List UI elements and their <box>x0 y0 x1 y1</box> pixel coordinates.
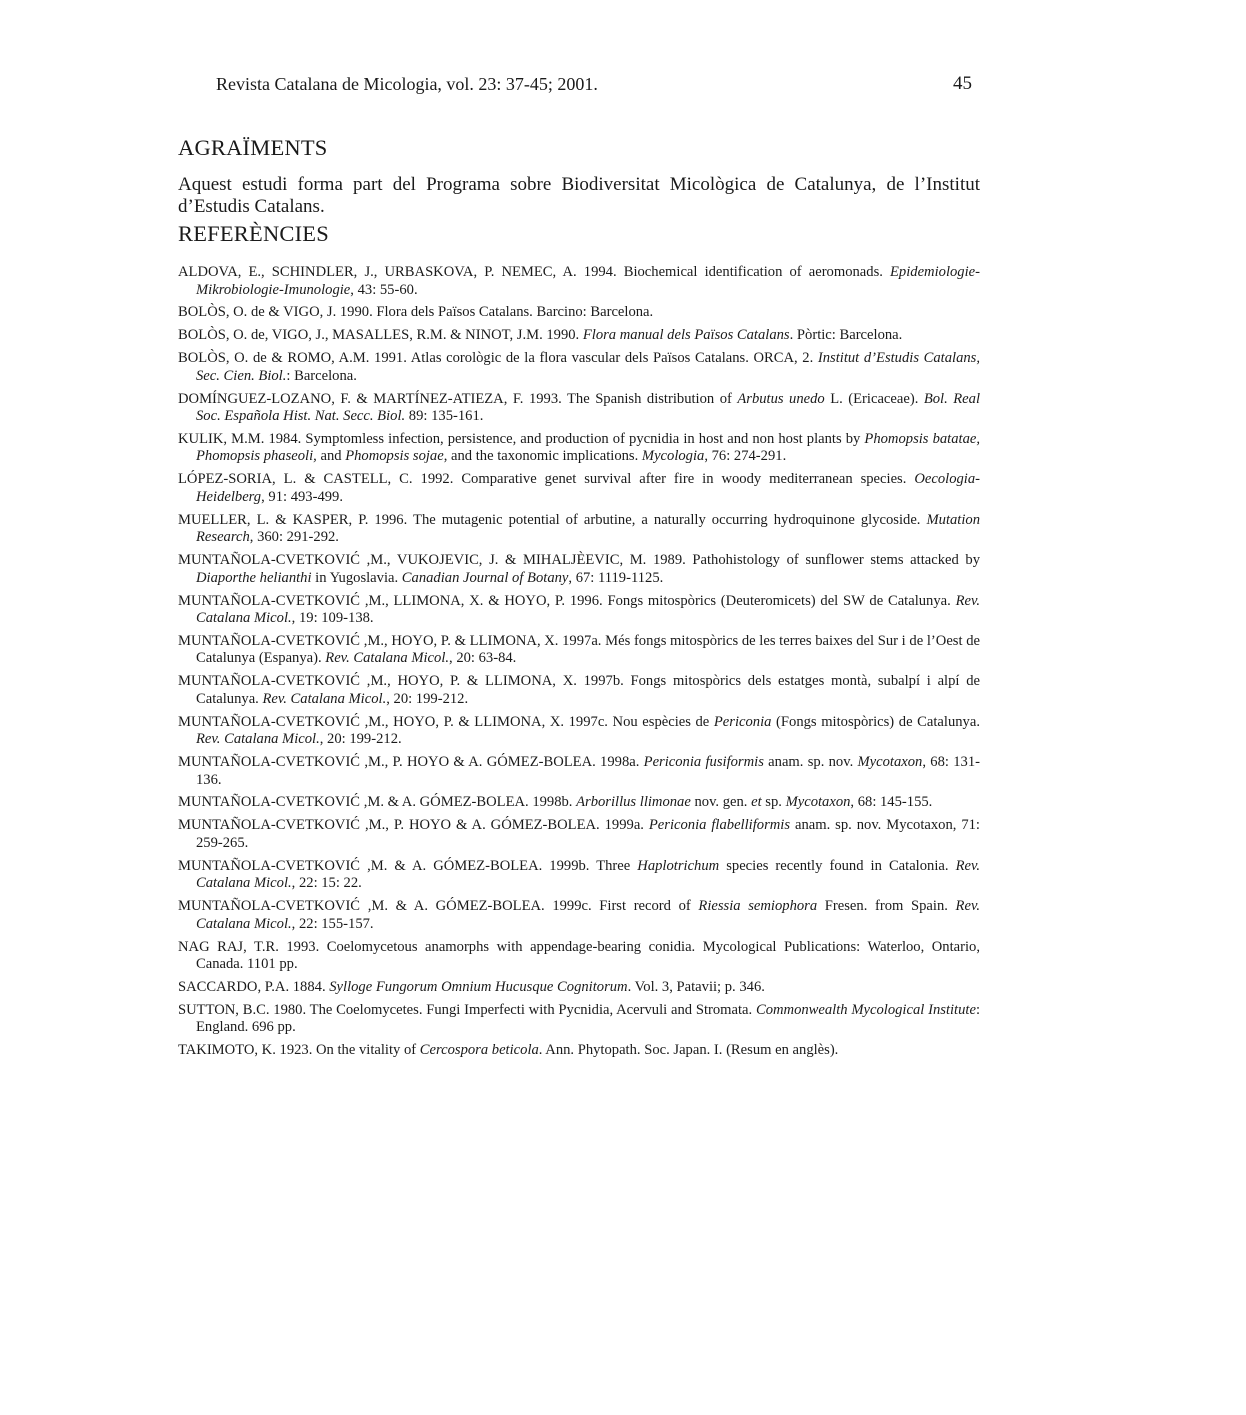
reference-text: , 43: 55-60. <box>350 281 418 298</box>
reference-text: MUNTAÑOLA-CVETKOVIĆ ,M. & A. GÓMEZ-BOLEA. 1999b. Three <box>178 857 638 874</box>
reference-italic-text: Periconia <box>713 713 772 730</box>
reference-entry <box>178 304 980 322</box>
reference-text: MUNTAÑOLA-CVETKOVIĆ ,M., P. HOYO & A. GÓMEZ-BOLEA. 1998a. <box>178 754 644 771</box>
reference-entry <box>178 264 980 299</box>
reference-text: MUNTAÑOLA-CVETKOVIĆ ,M. & A. GÓMEZ-BOLEA. 1998b. <box>178 794 577 811</box>
reference-text: sp. <box>761 794 786 811</box>
reference-italic-text: Sylloge Fungorum Omnium Hucusque Cognitorum <box>329 978 628 995</box>
reference-text: , 22: 155-157. <box>291 915 374 932</box>
reference-italic-text: Oecologia-Heidelberg <box>196 471 980 505</box>
reference-text: SACCARDO, P.A. 1884. <box>178 978 330 995</box>
reference-text: KULIK, M.M. 1984. Symptomless infection, persistence, and production of pycnidia in host and non host plants by <box>178 430 865 447</box>
reference-italic-text: Periconia fusiformis <box>643 754 764 771</box>
reference-text: MUNTAÑOLA-CVETKOVIĆ ,M. & A. GÓMEZ-BOLEA. 1999c. First record of <box>178 898 699 915</box>
reference-text: , 91: 493-499. <box>261 488 343 505</box>
reference-entry <box>178 1002 980 1037</box>
reference-text: MUNTAÑOLA-CVETKOVIĆ ,M., LLIMONA, X. & HOYO, P. 1996. Fongs mitospòrics (Deuteromicets) del SW de Catalunya. <box>178 592 956 609</box>
reference-italic-text: Rev. Catalana Micol. <box>325 650 450 667</box>
reference-text: species recently found in Catalonia. <box>719 857 956 874</box>
reference-text: , 67: 1119-1125. <box>568 569 664 586</box>
reference-italic-text: Phomopsis sojae <box>345 448 444 465</box>
reference-entry <box>178 633 980 668</box>
reference-text: MUNTAÑOLA-CVETKOVIĆ ,M., HOYO, P. & LLIMONA, X. 1997c. Nou espècies de <box>178 713 714 730</box>
reference-entry <box>178 794 980 812</box>
reference-entry <box>178 471 980 506</box>
reference-text: 89: 135-161. <box>405 408 484 425</box>
reference-italic-text: Commonwealth Mycological Institute <box>755 1001 976 1018</box>
reference-text: NAG RAJ, T.R. 1993. Coelomycetous anamorphs with appendage-bearing conidia. Mycological Publications: Waterloo, Ontario, Canada. 1101 pp. <box>178 938 980 973</box>
reference-italic-text: Riessia semiophora <box>698 898 818 915</box>
reference-italic-text: Flora manual dels Països Catalans <box>582 327 790 344</box>
reference-text: MUELLER, L. & KASPER, P. 1996. The mutagenic potential of arbutine, a naturally occurring hydroquinone glycoside. <box>178 511 927 528</box>
reference-text: . Ann. Phytopath. Soc. Japan. I. (Resum en anglès). <box>538 1042 839 1059</box>
reference-text: : England. 696 pp. <box>196 1001 981 1036</box>
reference-italic-text: Arborillus llimonae <box>576 794 691 811</box>
reference-italic-text: Rev. Catalana Micol. <box>196 898 980 932</box>
reference-text: , 20: 63-84. <box>449 650 517 667</box>
reference-italic-text: Haplotrichum <box>637 857 720 874</box>
reference-text: . Vol. 3, Patavii; p. 346. <box>627 978 765 995</box>
reference-text: SUTTON, B.C. 1980. The Coelomycetes. Fungi Imperfecti with Pycnidia, Acervuli and Stromata. <box>178 1001 756 1018</box>
reference-italic-text: Diaporthe helianthi <box>196 569 312 586</box>
reference-italic-text: Rev. Catalana Micol. <box>196 592 980 627</box>
references-heading: REFERÈNCIES <box>178 221 329 246</box>
reference-text: and <box>316 448 346 465</box>
reference-text: anam. sp. nov. Mycotaxon, 71: 259-265. <box>196 817 980 851</box>
page-body <box>178 132 980 1065</box>
reference-entry <box>178 979 980 997</box>
reference-italic-text: Bol. Real Soc. Española Hist. Nat. Secc. Biol. <box>196 390 980 425</box>
reference-text: anam. sp. nov. <box>763 754 858 771</box>
reference-entry <box>178 754 980 789</box>
reference-italic-text: Institut d’Estudis Catalans, Sec. Cien. Biol. <box>196 350 980 384</box>
reference-text: L. (Ericaceae). <box>824 390 924 407</box>
reference-text: LÓPEZ-SORIA, L. & CASTELL, C. 1992. Comparative genet survival after fire in woody mediterranean species. <box>178 471 915 488</box>
reference-italic-text: Mycotaxon <box>785 794 851 811</box>
reference-italic-text: Canadian Journal of Botany <box>401 569 569 586</box>
reference-text: , 68: 131-136. <box>196 754 980 788</box>
reference-text: MUNTAÑOLA-CVETKOVIĆ ,M., HOYO, P. & LLIMONA, X. 1997a. Més fongs mitospòrics de les terres baixes del Sur i de l’Oest de Catalunya (Espanya). <box>178 632 980 667</box>
reference-text: ALDOVA, E., SCHINDLER, J., URBASKOVA, P. NEMEC, A. 1994. Biochemical identification of aeromonads. <box>178 264 891 280</box>
reference-entry <box>178 817 980 852</box>
page-number: 45 <box>953 73 972 94</box>
reference-italic-text: Mycologia <box>641 448 705 465</box>
reference-entry <box>178 552 980 587</box>
reference-italic-text: Rev. Catalana Micol. <box>196 731 320 748</box>
reference-text: , 20: 199-212. <box>386 690 469 707</box>
reference-text: DOMÍNGUEZ-LOZANO, F. & MARTÍNEZ-ATIEZA, F. 1993. The Spanish distribution of <box>178 390 738 407</box>
reference-text: MUNTAÑOLA-CVETKOVIĆ ,M., VUKOJEVIC, J. & MIHALJÈEVIC, M. 1989. Pathohistology of sunflower stems attacked by <box>178 552 980 569</box>
reference-text: (Fongs mitospòrics) de Catalunya. <box>771 713 980 730</box>
acknowledgements-text: Aquest estudi forma part del Programa sobre Biodiversitat Micològica de Catalunya, de l’Institut d’Estudis Catalans. <box>178 174 980 217</box>
running-header <box>216 70 972 98</box>
reference-italic-text: Mutation Research <box>196 511 980 546</box>
reference-text: , 360: 291-292. <box>249 529 339 546</box>
reference-text: : Barcelona. <box>286 367 357 384</box>
reference-text: , 22: 15: 22. <box>291 875 362 892</box>
reference-entry <box>178 350 980 385</box>
references-list <box>178 264 980 1060</box>
reference-italic-text: Arbutus unedo <box>737 390 825 407</box>
reference-entry <box>178 512 980 547</box>
reference-text: MUNTAÑOLA-CVETKOVIĆ ,M., HOYO, P. & LLIMONA, X. 1997b. Fongs mitospòrics dels estatges montà, subalpí i alpí de Catalunya. <box>178 673 980 707</box>
reference-entry <box>178 939 980 974</box>
reference-entry <box>178 391 980 426</box>
reference-text: BOLÒS, O. de & ROMO, A.M. 1991. Atlas corològic de la flora vascular dels Països Catalans. ORCA, 2. <box>178 350 818 367</box>
reference-text: nov. gen. <box>690 794 752 811</box>
reference-italic-text: Rev. Catalana Micol. <box>196 857 980 892</box>
reference-entry <box>178 858 980 893</box>
reference-entry <box>178 898 980 933</box>
reference-italic-text: Rev. Catalana Micol. <box>262 690 387 707</box>
journal-citation: Revista Catalana de Micologia, vol. 23: 37-45; 2001. <box>216 74 598 94</box>
reference-italic-text: et <box>751 794 762 811</box>
reference-text: TAKIMOTO, K. 1923. On the vitality of <box>178 1042 420 1059</box>
reference-entry <box>178 1042 980 1060</box>
reference-text: , 76: 274-291. <box>704 448 787 465</box>
reference-text: BOLÒS, O. de, VIGO, J., MASALLES, R.M. & NINOT, J.M. 1990. <box>178 327 583 344</box>
reference-entry <box>178 431 980 466</box>
reference-text: , 68: 145-155. <box>850 794 933 811</box>
reference-text: BOLÒS, O. de & VIGO, J. 1990. Flora dels Països Catalans. Barcino: Barcelona. <box>178 304 654 321</box>
reference-italic-text: Periconia flabelliformis <box>648 817 791 834</box>
reference-italic-text: Phomopsis batatae, Phomopsis phaseoli, <box>196 430 980 465</box>
reference-entry <box>178 593 980 628</box>
reference-text: , 20: 199-212. <box>319 731 402 748</box>
reference-entry <box>178 714 980 749</box>
reference-italic-text: Cercospora beticola <box>419 1042 539 1059</box>
reference-text: MUNTAÑOLA-CVETKOVIĆ ,M., P. HOYO & A. GÓMEZ-BOLEA. 1999a. <box>178 817 649 834</box>
reference-text: , 19: 109-138. <box>291 610 374 627</box>
reference-text: in Yugoslavia. <box>311 569 402 586</box>
reference-entry <box>178 327 980 345</box>
reference-text: , and the taxonomic implications. <box>443 448 642 465</box>
reference-italic-text: Mycotaxon <box>857 754 923 771</box>
reference-italic-text: Epidemiologie-Mikrobiologie-Imunologie <box>196 264 980 298</box>
reference-text: Fresen. from Spain. <box>817 898 956 915</box>
reference-text: . Pòrtic: Barcelona. <box>789 327 903 344</box>
reference-entry <box>178 673 980 708</box>
acknowledgements-heading: AGRAÏMENTS <box>178 135 328 160</box>
